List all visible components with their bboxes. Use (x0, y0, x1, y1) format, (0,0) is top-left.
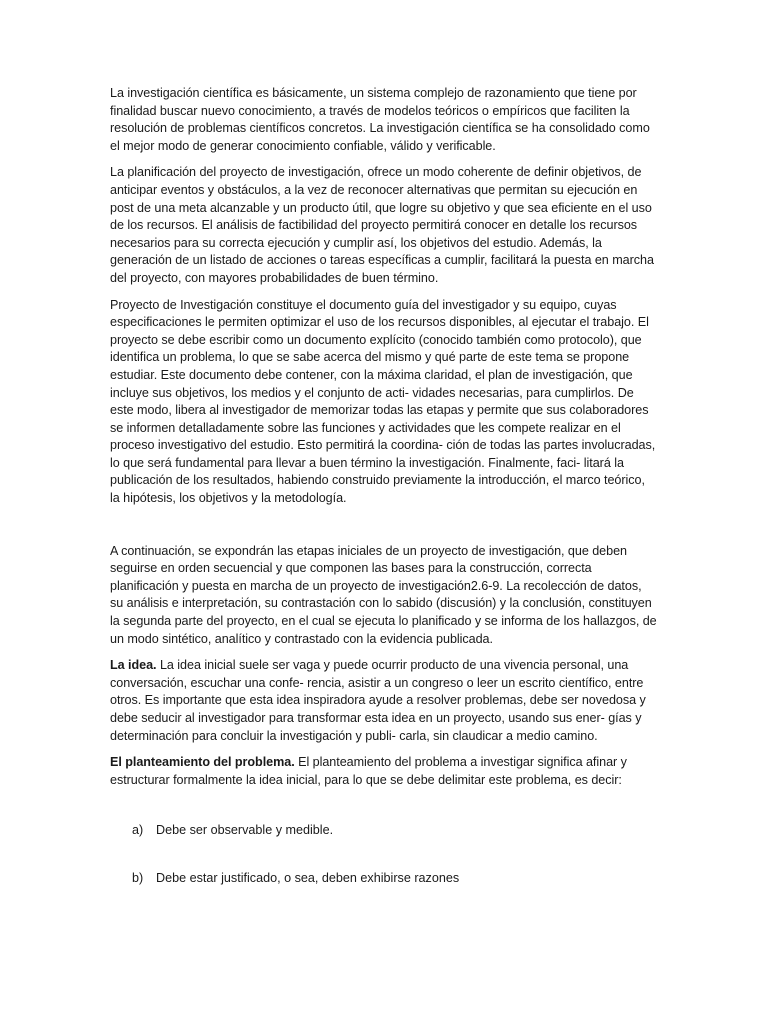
paragraph-continuacion: A continuación, se expondrán las etapas iniciales de un proyecto de investigación, que deben seguirse en orden secuencial y que componen las bases para la construcción, correcta planificación y puesta en marcha de un proyecto de investigación2.6-9. La recolección de datos, su análisis e interpretación, su contrastación con lo sabido (discusión) y la conclusión, constituyen la segunda parte del proyecto, en el cual se ejecuta lo planificado y se informa de los hallazgos, de un modo sintético, analítico y contrastado con la evidencia publicada. (110, 543, 657, 646)
idea-heading: La idea. (110, 658, 157, 673)
idea-text: La idea inicial suele ser vaga y puede ocurrir producto de una vivencia personal, una conversación, escuchar una confe- rencia, asistir a un congreso o leer un escrito científico, entre otros. Es importante que esta idea inspiradora ayude a resolver problemas, debe ser novedosa y debe seducir al investigador para transformar esta idea en un proyecto, usando sus ener- gías y determinación para concluir la investigación y publi- carla, sin claudicar a medio camino. (110, 658, 646, 743)
paragraph-spacer (110, 517, 658, 543)
paragraph-idea (110, 657, 658, 745)
paragraph-proyecto: Proyecto de Investigación constituye el documento guía del investigador y su equipo, cuyas especificaciones le permiten optimizar el uso de los recursos disponibles, al ejecutar el trabajo. El proyecto se debe escribir como un documento explícito (conocido también como protocolo), que identifica un problema, lo que se sabe acerca del mismo y qué parte de este tema se propone estudiar. Este documento debe contener, con la máxima claridad, el plan de investigación, que incluye sus objetivos, los medios y el conjunto de acti- vidades necesarias, para cumplirlos. De este modo, libera al investigador de memorizar todas las etapas y permite que sus colaboradores se informen detalladamente sobre las funciones y actividades que les compete realizar en el proceso investigativo del estudio. Esto permitirá la coordina- ción de todas las partes involucradas, lo que será fundamental para llevar a buen término la investigación. Finalmente, faci- litará la publicación de los resultados, habiendo construido previamente la introducción, el marco teórico, la hipótesis, los objetivos y la metodología. (110, 297, 656, 506)
list-spacer (110, 840, 658, 870)
list-marker: a) (132, 823, 144, 838)
list-item (110, 870, 658, 888)
document-page (110, 85, 658, 888)
list-spacer (110, 798, 658, 822)
list-item-text: Debe ser observable y medible. (156, 823, 334, 838)
paragraph-planteamiento (110, 754, 658, 789)
paragraph-intro: La investigación científica es básicamente, un sistema complejo de razonamiento que tiene por finalidad buscar nuevo conocimiento, a través de modelos teóricos o empíricos que faciliten la resolución de problemas científicos concretos. La investigación científica se ha consolidado como el mejor modo de generar conocimiento confiable, válido y verificable. (110, 86, 650, 153)
paragraph-planificacion: La planificación del proyecto de investigación, ofrece un modo coherente de definir objetivos, de anticipar eventos y obstáculos, a la vez de reconocer alternativas que permitan su ejecución en post de una meta alcanzable y un producto útil, que logre su objetivo y que sea eficiente en el uso de los recursos. El análisis de factibilidad del proyecto permitirá conocer en detalle los recursos necesarios para su correcta ejecución y cumplir así, los objetivos del estudio. Además, la generación de un listado de acciones o tareas específicas a cumplir, facilitará la puesta en marcha del proyecto, con mayores probabilidades de buen término. (110, 165, 654, 285)
list-marker: b) (132, 870, 144, 885)
planteamiento-heading: El planteamiento del problema. (110, 755, 295, 770)
list-item (110, 822, 658, 840)
planteamiento-text: El planteamiento del problema a investigar significa afinar y estructurar formalmente la idea inicial, para lo que se debe delimitar este problema, es decir: (110, 755, 627, 787)
list-item-text: Debe estar justificado, o sea, deben exhibirse razones (156, 870, 460, 885)
